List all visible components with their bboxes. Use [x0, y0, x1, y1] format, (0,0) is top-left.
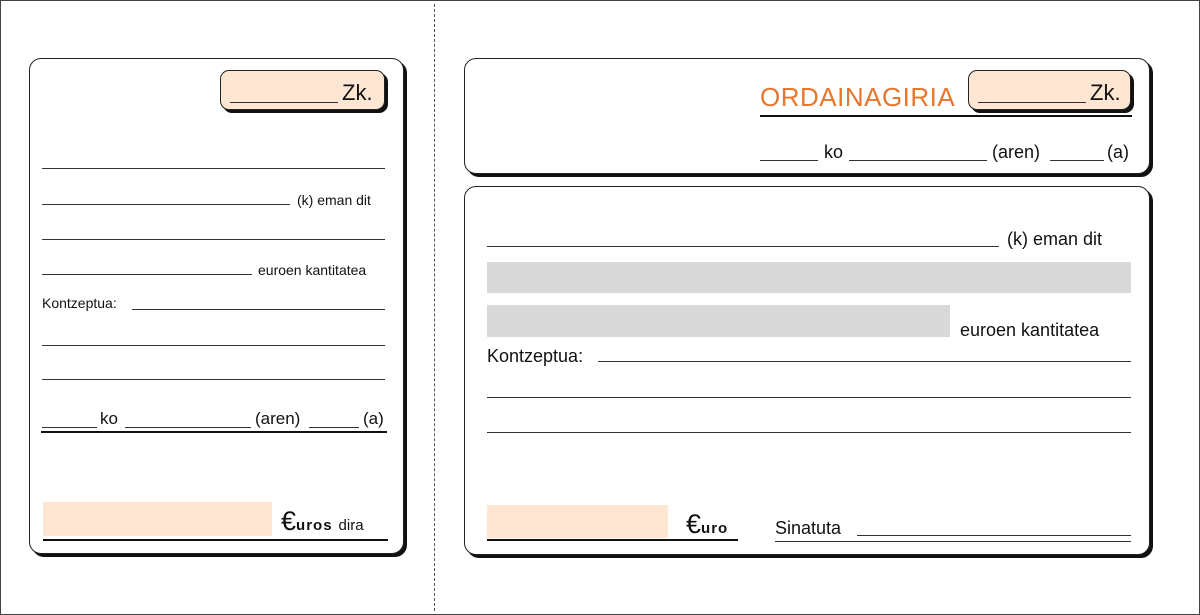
receipt-month-field[interactable] [849, 160, 987, 161]
receipt-a-label: (a) [1107, 142, 1129, 162]
receipt-title-underline [760, 115, 1132, 117]
receipt-ko-label: ko [824, 142, 844, 162]
receipt-signature-underline [775, 541, 1131, 542]
receipt-signature-field[interactable] [857, 535, 1131, 536]
stub-day-field[interactable] [42, 427, 97, 428]
stub-amount-label: euroen kantitatea [258, 262, 367, 278]
receipt-total-field[interactable] [487, 505, 668, 538]
stub-concept-label: Kontzeptua: [42, 295, 117, 311]
stub-total-field[interactable] [43, 502, 272, 536]
stub-ko-label: ko [100, 409, 118, 428]
receipt-euro-text [686, 509, 729, 539]
stub-euro-text [281, 506, 364, 536]
receipt-concept-line-2[interactable] [487, 397, 1131, 398]
receipt-aren-label: (aren) [992, 142, 1041, 162]
stub-euro-tail: dira [338, 517, 364, 534]
receipt-name-field[interactable] [487, 262, 1131, 293]
euro-icon: € [281, 506, 297, 536]
receipt-number-label: Zk. [1090, 80, 1121, 105]
receipt-concept-line-3[interactable] [487, 432, 1131, 433]
euro-icon: € [686, 509, 702, 539]
stub-concept-line-3[interactable] [42, 379, 385, 380]
stub-line-1[interactable] [42, 168, 385, 169]
receipt-amount-field[interactable] [487, 305, 950, 337]
receipt-title: ORDAINAGIRIA [760, 82, 956, 112]
stub-line-2[interactable] [42, 239, 385, 240]
receipt-given-field[interactable] [487, 246, 999, 247]
stub-year-field[interactable] [309, 427, 359, 428]
stub-concept-field[interactable] [132, 309, 385, 310]
receipt-year-field[interactable] [1050, 160, 1104, 161]
stub-amount-field[interactable] [42, 274, 252, 275]
stub-given-label: (k) eman dit [297, 192, 371, 208]
receipt-day-field[interactable] [760, 160, 818, 161]
stub-month-field[interactable] [125, 427, 251, 428]
receipt-given-label: (k) eman dit [1007, 229, 1103, 249]
stub-number-label: Zk. [342, 80, 373, 105]
stub-total-underline [43, 539, 388, 541]
receipt-concept-label: Kontzeptua: [487, 346, 584, 366]
stub-given-field[interactable] [42, 204, 290, 205]
stub-concept-line-2[interactable] [42, 345, 385, 346]
receipt-concept-field[interactable] [598, 361, 1131, 362]
stub-a-label: (a) [363, 409, 384, 428]
receipt-number-field[interactable] [978, 102, 1086, 103]
receipt-signed-label: Sinatuta [775, 518, 842, 538]
stub-euro-word: uros [296, 517, 333, 534]
stub-date-underline [41, 431, 387, 433]
stub-aren-label: (aren) [255, 409, 301, 428]
receipt-euro-word: uro [701, 520, 729, 537]
perforation-line [434, 4, 435, 611]
receipt-amount-label: euroen kantitatea [960, 320, 1100, 340]
stub-number-field[interactable] [230, 102, 338, 103]
receipt-total-underline [487, 539, 738, 541]
